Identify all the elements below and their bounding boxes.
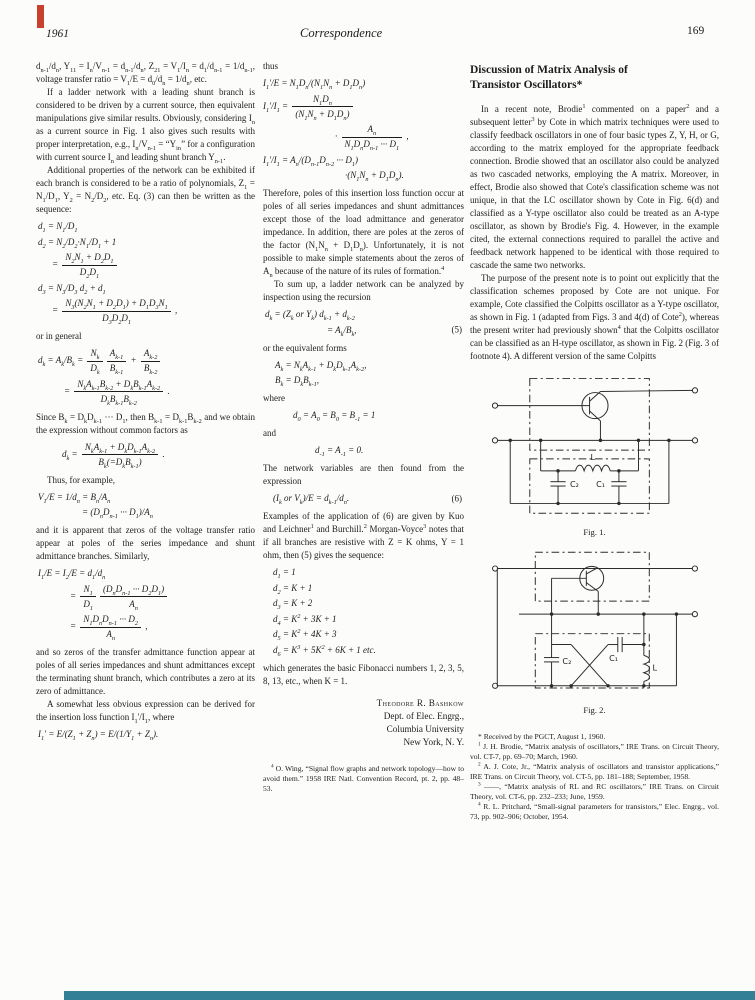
article-title-line1: Discussion of Matrix Analysis of bbox=[470, 64, 628, 76]
equation-line: $d_{-1} = A_{-1} = 0$. bbox=[315, 445, 364, 458]
left-column-content bbox=[36, 60, 255, 741]
right-column-content bbox=[470, 103, 719, 363]
figure-1-caption: Fig. 1. bbox=[583, 527, 606, 537]
equation-line: ($I_k$ or $V_k)/E = d_{k-1}/d_n$. (6) bbox=[273, 493, 462, 506]
red-scan-mark bbox=[37, 5, 44, 28]
signature-block bbox=[263, 697, 464, 749]
equation-line: = $\frac{N_1}{D_1}$ $\frac{(D_nD_{n-1} \cdot\cdot\cdot D_2D_1)}{A_n}$ bbox=[36, 583, 255, 611]
header-page-number: 169 bbox=[687, 25, 705, 37]
equation-block bbox=[263, 77, 464, 182]
paragraph: To sum up, a ladder network can be analyzed by inspection using the recursion bbox=[263, 279, 464, 302]
equation-block bbox=[263, 566, 464, 657]
paragraph: A somewhat less obvious expression can be derived for the insertion loss function $I_1'/I_1$, where bbox=[36, 699, 255, 725]
equation-line: $I_1'/I_1 = A_n/(D_{n-1}D_{n-2}$ ··· $D_1$) bbox=[263, 154, 359, 168]
teal-scan-bar bbox=[64, 991, 755, 1000]
fig2-capacitor2-label: C₂ bbox=[561, 656, 571, 667]
footnote: $^4$ O. Wing, “Signal flow graphs and network topology—how to avoid them.” 1958 IRE Natl. Convention Record, pt. 2, pp. 48–53. bbox=[263, 762, 464, 793]
equation-line: $B_k = D_kB_{k-1}$, bbox=[275, 375, 319, 388]
paragraph: or the equivalent forms bbox=[263, 342, 347, 353]
equation-line: $d_1 = 1$ bbox=[273, 567, 296, 580]
paragraph: The network variables are then found from the expression bbox=[263, 463, 464, 486]
equation-line: $\cdot(N_1N_n + D_1D_n)$. bbox=[345, 170, 404, 183]
equation-line: $I_1' = E/(Z_1 + Z_n) = E/(1/Y_1 + Z_n)$. bbox=[38, 729, 159, 742]
equation-block bbox=[36, 491, 255, 520]
article-title bbox=[470, 63, 719, 93]
footnote: $^3$ ——, “Matrix analysis of RL and RC oscillators,” IRE Trans. on Circuit Theory, vol. CT-6, pp. 232–233; June, 1959. bbox=[470, 781, 719, 801]
fig1-capacitor2-label: C₂ bbox=[569, 479, 579, 490]
equation-block bbox=[36, 567, 255, 641]
paragraph: and so zeros of the transfer admittance function appear at poles of all series impedances and shunt admittances except the terminating shunt branch, which contributes a zero at its zero of admittance. bbox=[36, 647, 255, 696]
paragraph: Thus, for example, bbox=[47, 474, 115, 485]
footnote: $^2$ A. J. Cote, Jr., “Matrix analysis of oscillators and transistor applications,” IRE Trans. on Circuit Theory, vol. CT-5, pp. 181–188; September, 1958. bbox=[470, 761, 719, 781]
paragraph: If a ladder network with a leading shunt branch is considered to be driven by a current source, then equivalent manipulations give similar results. Obviously, considering $I_n$ as a current source in Fig. 1 also gives such results with proper interpretation, e.g., $I_n/V_{n-1}$ = “$Y_{in}$” for a configuration with current source $I_n$ and leading shunt branch $Y_{n-1}$. bbox=[36, 87, 255, 165]
footnote: $^4$ R. L. Pritchard, “Small-signal parameters for transistors,” Elec. Engrg., vol. 73, pp. 902–906; October, 1954. bbox=[470, 801, 719, 821]
paragraph: where bbox=[263, 393, 285, 403]
equation-line: $d_2 = K + 1$ bbox=[273, 582, 313, 596]
middle-column bbox=[263, 60, 464, 794]
footnote: $^1$ J. H. Brodie, “Matrix analysis of oscillators,” IRE Trans. on Circuit Theory, vol. CT-7, pp. 69–70; March, 1960. bbox=[470, 741, 719, 761]
equation-line: $d_0 = A_0 = B_0 = B_{-1} = 1$ bbox=[293, 410, 376, 423]
equation-line: $d_2 = N_2/D_2\cdot N_1/D_1 + 1$ bbox=[38, 236, 117, 250]
paragraph: and bbox=[263, 428, 276, 438]
equation-line: $d_k = A_k/B_k$ = $\frac{N_k}{D_k}$ $\frac{A_{k-1}}{B_{k-1}}$ + $\frac{A_{k-2}}{B_{k-2}}$ bbox=[36, 347, 255, 375]
equation-block bbox=[263, 359, 464, 388]
header-year: 1961 bbox=[46, 28, 69, 40]
equation-line: · $\frac{A_n}{N_1D_nD_{n-1} \cdot\cdot\cdot D_1}$ , bbox=[335, 124, 409, 152]
header-running-title: Correspondence bbox=[300, 26, 383, 40]
equation-block bbox=[263, 444, 464, 457]
paragraph: The purpose of the present note is to point out explicitly that the classification schemes proposed by Cote are not unique. For example, Cote classified the Colpitts oscillator as a Y-type oscillator, as shown in Fig. 1 (adapted from Figs. 3 and 4(d) of Cote$^2$), whereas the present writer had previously shown$^4$ that the Colpitts oscillator can be classified as an H-type oscillator, as shown in Fig. 2 (Fig. 3 of footnote 4). A different version of the same Colpitts bbox=[470, 273, 719, 361]
fig1-inductor-label: L bbox=[590, 451, 595, 462]
right-column bbox=[470, 63, 719, 822]
equation-block bbox=[263, 409, 464, 422]
signature-line: New York, N. Y. bbox=[403, 736, 464, 747]
article-title-line2: Transistor Oscillators* bbox=[470, 79, 583, 91]
equation-line: = $\frac{N_3(N_2N_1 + D_2D_1) + D_1D_3N_1}{D_3D_2D_1}$ , bbox=[52, 298, 178, 326]
left-column bbox=[36, 60, 255, 746]
equation-line: $d_k = (Z_k$ or $Y_k$) $d_{k-1} + d_{k-2}$ bbox=[265, 309, 355, 322]
equation-line: = $A_k/B_k$, (5) bbox=[327, 324, 462, 338]
signature-line: Dept. of Elec. Engrg., bbox=[383, 710, 464, 721]
paragraph: $d_{n-1}/d_n$, $Y_{11} = I_n/V_{n-1} = d_{n-1}/d_n$, $Z_{21} = V_1/I_n = d_1/d_{n-1} = 1/d_{n-1}$, voltage transfer ratio = $V_1/E = d_0/d_n = 1/d_n$, etc. bbox=[36, 61, 256, 87]
paragraph: Additional properties of the network can be exhibited if each branch is considered to be a ratio of polynomials, $Z_1 = N_1/D_1$, $Y_2 = N_2/D_2$, etc. Eq. (3) can then be written as the sequence: bbox=[36, 165, 256, 214]
equation-line: $d_5 = K^2 + 4K + 3$ bbox=[273, 628, 337, 642]
figure-1 bbox=[470, 373, 719, 539]
fig2-inductor-label: L bbox=[652, 662, 657, 673]
fig1-capacitor1-label: C₁ bbox=[595, 479, 605, 490]
paragraph: Since $B_k = D_kD_{k-1}$ ··· $D_1$, then $B_{k-1} = D_{k-1}B_{k-2}$ and we obtain the expression without common factors as bbox=[36, 411, 256, 435]
colpitts-h-type-circuit-diagram bbox=[485, 549, 705, 701]
author-affiliation bbox=[263, 710, 464, 749]
equation-line: = $\frac{N_kA_{k-1}B_{k-2} + D_kB_{k-1}A_{k-2}}{D_kB_{k-1}B_{k-2}}$ . bbox=[64, 378, 170, 407]
equation-line: = $\frac{N_1D_nD_{n-1} \cdot\cdot\cdot D_2}{A_n}$ , bbox=[70, 614, 148, 642]
equation-block bbox=[36, 347, 255, 406]
equation-block bbox=[36, 441, 255, 469]
paragraph: thus bbox=[263, 61, 279, 71]
equation-line: $I_1'/I_1$ = $\frac{N_1D_n}{(N_1N_n + D_1D_n)}$ bbox=[263, 93, 464, 121]
signature-line: Columbia University bbox=[386, 723, 464, 734]
figure-2 bbox=[470, 549, 719, 717]
footnote: * Received by the PGCT, August 1, 1960. bbox=[478, 732, 606, 741]
equation-line: $I_1/E = I_2/E = d_1/d_n$ bbox=[38, 568, 106, 581]
equation-line: $d_3 = K + 2$ bbox=[273, 598, 313, 611]
paragraph: which generates the basic Fibonacci numbers 1, 2, 3, 5, 8, 13, etc., when K = 1. bbox=[263, 662, 464, 686]
paragraph: or in general bbox=[36, 331, 82, 341]
equation-line: $I_1'/E = N_1D_n/(N_1N_n + D_1D_n)$ bbox=[263, 78, 366, 91]
paragraph: and it is apparent that zeros of the voltage transfer ratio appear at poles of the series impedance and shunt admittance branches. Similarly, bbox=[36, 525, 255, 561]
paragraph: In a recent note, Brodie$^1$ commented on a paper$^2$ and a subsequent letter$^3$ by Cote in which matrix techniques were used to classify feedback oscillators in one of four basic types Z, Y, H, or G, according to the matrix employed for the appropriate feedback connection. Brodie showed that an oscillator also could be analyzed as two cascaded networks, employing the A matrix. Moreover, in effect, Brodie also showed that Cote's classification scheme was not unique, in that the LC oscillator shown by Cote in Fig. 6(d) and classified as a Y-type oscillator also could be treated as an A-type oscillator, as shown by Brodie's Fig. 4. However, in the example cited, the external connections required to parallel the active and feedback network happened to be identical with those required to cascade the same two networks. bbox=[470, 103, 720, 270]
equation-line: $V_1/E = 1/d_n = B_n/A_n$ bbox=[38, 491, 111, 505]
fig2-capacitor1-label: C₁ bbox=[608, 652, 618, 663]
middle-column-content bbox=[263, 60, 464, 688]
equation-line: $d_1 = N_1/D_1$ bbox=[38, 221, 78, 234]
equation-line: $d_k$ = $\frac{N_kA_{k-1} + D_kD_{k-1}A_{k-2}}{B_k(=D_kB_{k-1})}$ . bbox=[62, 441, 165, 470]
equation-line: $d_6 = K^3 + 5K^2 + 6K + 1$ etc. bbox=[273, 643, 376, 658]
paragraph: Examples of the application of (6) are given by Kuo and Leichner$^1$ and Burchill.$^2$ Morgan-Voyce$^3$ notes that if all branches are resistive with Z = K ohms, Y = 1 ohm, then (5) gives the sequence: bbox=[263, 511, 464, 560]
right-column-footnotes bbox=[470, 732, 719, 822]
equation-line: $d_4 = K^2 + 3K + 1$ bbox=[273, 612, 337, 627]
equation-line: $d_3 = N_3/D_3$ $d_2 + d_1$ bbox=[38, 282, 106, 296]
equation-line: $A_k = N_kA_{k-1} + D_kD_{k-1}A_{k-2}$, bbox=[275, 359, 367, 373]
equation-block bbox=[36, 728, 255, 741]
equation-line: = $\frac{N_2N_1 + D_2D_1}{D_2D_1}$ bbox=[36, 251, 255, 279]
author-name: Theodore R. Bashkow bbox=[376, 697, 464, 708]
equation-block bbox=[263, 308, 464, 337]
middle-column-footnotes bbox=[263, 764, 464, 794]
paragraph: Therefore, poles of this insertion loss function occur at poles of all series impedances and shunt admittances except those of the load admittance and generator impedance. In addition, there are poles at the zeros of the factor $(N_1N_n + D_1D_n)$. Unfortunately, it is not possible to make simple statements about the zeros of $A_n$ because of the nature of its rules of formation.$^4$ bbox=[263, 188, 464, 279]
figure-2-caption: Fig. 2. bbox=[583, 705, 606, 715]
equation-block bbox=[36, 220, 255, 325]
equation-block bbox=[263, 492, 464, 505]
colpitts-y-type-circuit-diagram bbox=[485, 373, 705, 523]
equation-line: = ($D_nD_{n-1}$ ··· $D_1)/A_n$ bbox=[82, 507, 153, 520]
